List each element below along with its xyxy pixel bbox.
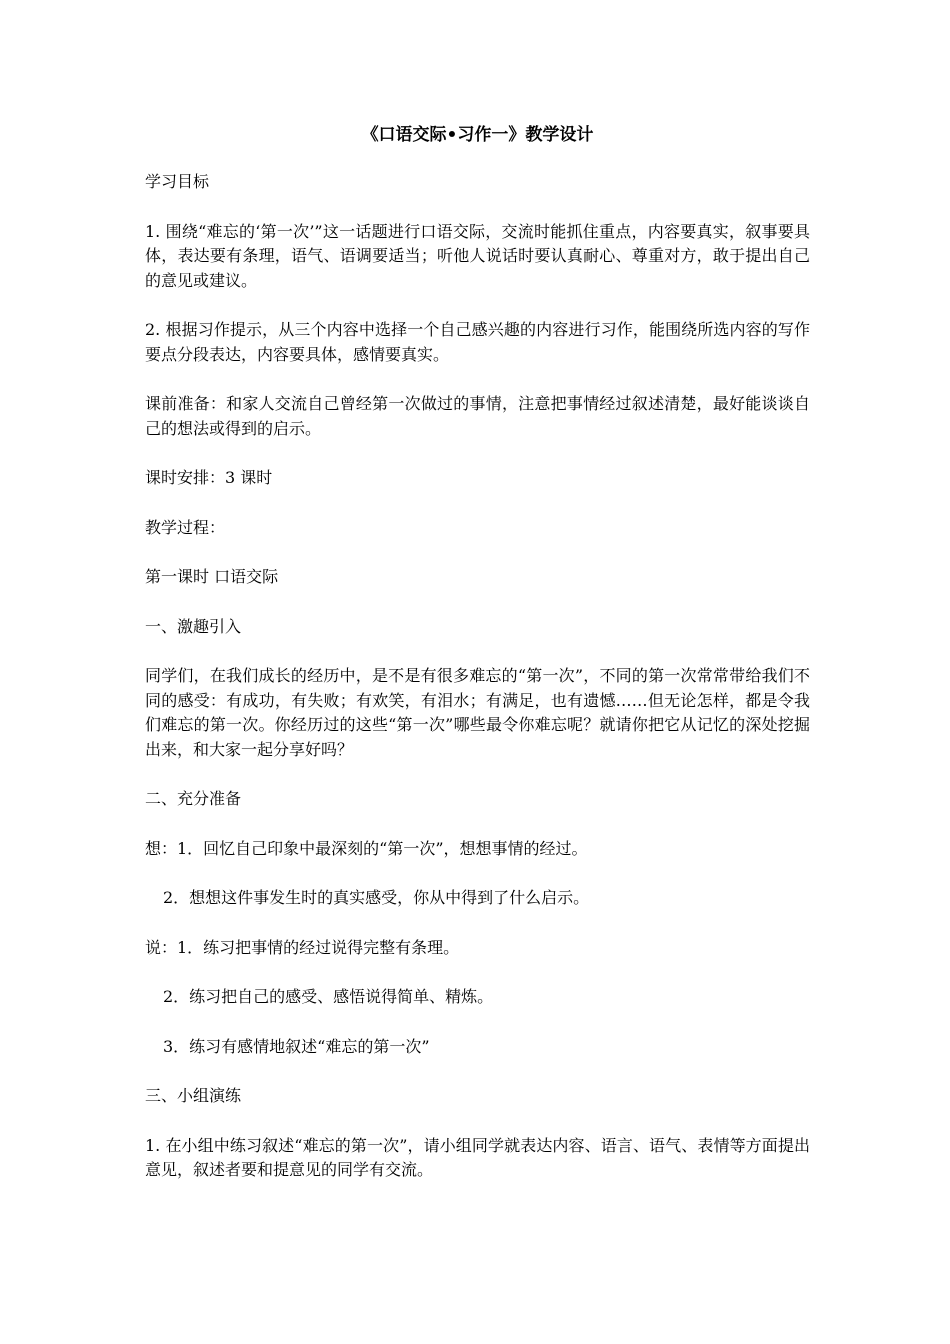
speak-item-2: 2．练习把自己的感受、感悟说得简单、精炼。 [163, 987, 494, 1006]
step-heading-3: 三、小组演练 [145, 1086, 242, 1105]
speak-item-1: 说：1．练习把事情的经过说得完整有条理。 [145, 937, 460, 957]
document-page [145, 122, 810, 1208]
section-heading-objectives: 学习目标 [145, 172, 210, 191]
speak-item-3: 3．练习有感情地叙述“难忘的第一次” [163, 1036, 430, 1056]
objective-1: 1. 围绕“难忘的‘第一次’”这一话题进行口语交际，交流时能抓住重点，内容要真实，叙事要具体，表达要有条理，语气、语调要适当；听他人说话时要认真耐心、尊重对方，敢于提出自己的意见或建议。 [145, 221, 810, 290]
intro-paragraph: 同学们，在我们成长的经历中，是不是有很多难忘的“第一次”，不同的第一次常常带给我们不同的感受：有成功，有失败；有欢笑，有泪水；有满足，也有遗憾……但无论怎样，都是令我们难忘的第一次。你经历过的这些“第一次”哪些最令你难忘呢？就请你把它从记忆的深处挖掘出来，和大家一起分享好吗？ [145, 666, 810, 759]
preparation-paragraph: 课前准备：和家人交流自己曾经第一次做过的事情，注意把事情经过叙述清楚，最好能谈谈自己的想法或得到的启示。 [145, 394, 810, 438]
group-practice-item-1: 1. 在小组中练习叙述“难忘的第一次”，请小组同学就表达内容、语言、语气、表情等方面提出意见，叙述者要和提意见的同学有交流。 [145, 1135, 810, 1179]
step-heading-2: 二、充分准备 [145, 789, 242, 808]
schedule-paragraph: 课时安排：3 课时 [145, 468, 273, 487]
think-item-1: 想：1．回忆自己印象中最深刻的“第一次”，想想事情的经过。 [145, 838, 588, 858]
think-item-2: 2．想想这件事发生时的真实感受，你从中得到了什么启示。 [163, 888, 590, 907]
section-heading-process: 教学过程： [145, 517, 226, 537]
lesson-heading-1: 第一课时 口语交际 [145, 567, 279, 586]
objective-2: 2. 根据习作提示，从三个内容中选择一个自己感兴趣的内容进行习作，能围绕所选内容的写作要点分段表达，内容要具体，感情要真实。 [145, 320, 810, 364]
document-title: 《口语交际•习作一》教学设计 [361, 125, 594, 145]
step-heading-1: 一、激趣引入 [145, 616, 242, 636]
